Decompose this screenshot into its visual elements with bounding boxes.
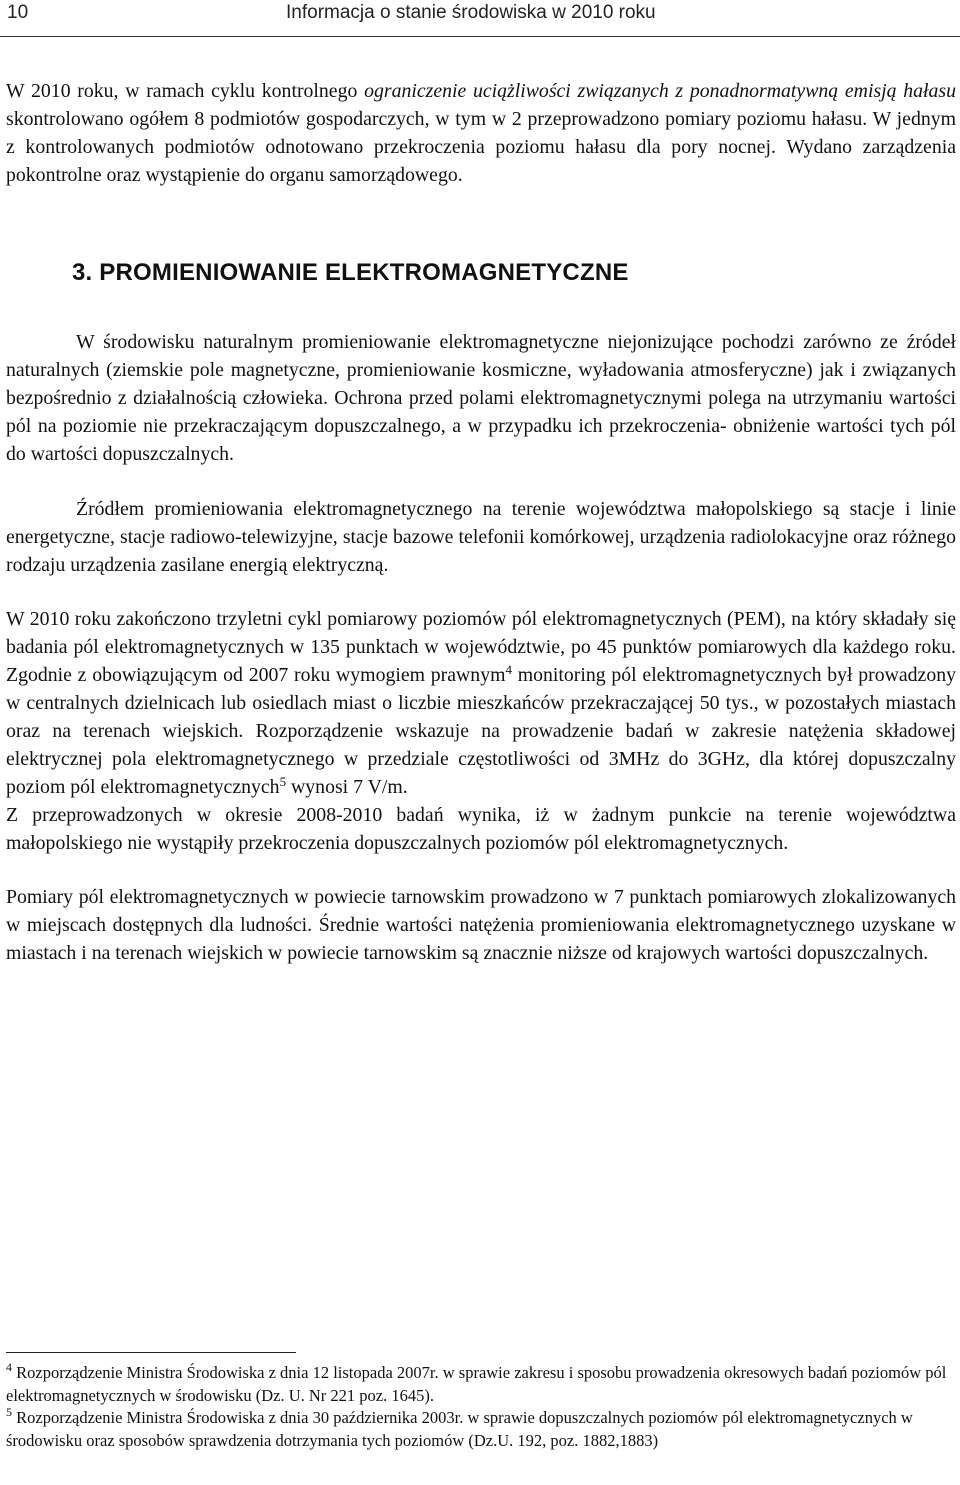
footnote-separator (6, 1352, 296, 1353)
footnote-4: $^4$ Rozporządzenie Ministra Środowiska z dnia 12 listopada 2007r. w sprawie zakresu i sposobu prowadzenia okresowych badań poziomów pól elektromagnetycznych w środowisku (Dz. U. Nr 221 poz. 1645). (6, 1360, 947, 1405)
footnote-mark: 4 (6, 1360, 12, 1374)
paragraph-measurement-cycle: W 2010 roku zakończono trzyletni cykl pomiarowy poziomów pól elektromagnetycznych (PEM), na który składały się badania pól elektromagnetycznych w 135 punktach w województwie, po 45 punktów pomiarowych dla każdego roku. Zgodnie z obowiązującym od 2007 roku wymogiem prawnym$^4$ monitoring pól elektromagnetycznych był prowadzony w centralnych dzielnicach lub osiedlach miast o liczbie mieszkańców przekraczającej 50 tys., w pozostałych miastach oraz na terenach wiejskich. Rozporządzenie wskazuje na prowadzenie badań w zakresie natężenia składowej elektrycznej pola elektromagnetycznego w przedziale częstotliwości od 3MHz do 3GHz, dla której dopuszczalny poziom pól elektromagnetycznych$^5$ wynosi 7 V/m. (6, 608, 956, 798)
footnote-ref-4[interactable]: 4 (505, 662, 512, 677)
footnote-5: $^5$ Rozporządzenie Ministra Środowiska z dnia 30 października 2003r. w sprawie dopuszczalnych poziomów pól elektromagnetycznych w środowisku oraz sposobów sprawdzenia dotrzymania tych poziomów (Dz.U. 192, poz. 1882,1883) (6, 1405, 913, 1450)
paragraph-emission-sources: Źródłem promieniowania elektromagnetycznego na terenie województwa małopolskiego są stacje i linie energetyczne, stacje radiowo-telewizyjne, stacje bazowe telefonii komórkowej, urządzenia radiolokacyjne oraz różnego rodzaju urządzenia zasilane energią elektryczną. (6, 498, 956, 576)
paragraph-natural-sources: W środowisku naturalnym promieniowanie elektromagnetyczne niejonizujące pochodzi zarówno ze źródeł naturalnych (ziemskie pole magnetyczne, promieniowanie kosmiczne, wyładowania atmosferyczne) jak i związanych bezpośrednio z działalnością człowieka. Ochrona przed polami elektromagnetycznymi polega na utrzymaniu wartości pól na poziomie nie przekraczającym dopuszczalnego, a w przypadku ich przekroczenia- obniżenie wartości tych pól do wartości dopuszczalnych. (6, 331, 956, 465)
page-header (0, 0, 960, 37)
running-title: Informacja o stanie środowiska w 2010 roku (286, 2, 656, 23)
intro-paragraph: W 2010 roku, w ramach cyklu kontrolnego ograniczenie uciążliwości związanych z ponadnormatywną emisją hałasu skontrolowano ogółem 8 podmiotów gospodarczych, w tym w 2 przeprowadzono pomiary poziomu hałasu. W jednym z kontrolowanych podmiotów odnotowano przekroczenia poziomu hałasu dla pory nocnej. Wydano zarządzenia pokontrolne oraz wystąpienie do organu samorządowego. (6, 80, 957, 186)
footnote-mark: 5 (6, 1405, 12, 1419)
paragraph-results: Z przeprowadzonych w okresie 2008-2010 badań wynika, iż w żadnym punkcie na terenie województwa małopolskiego nie wystąpiły przekroczenia dopuszczalnych poziomów pól elektromagnetycznych. (6, 804, 956, 854)
footnote-ref-5[interactable]: 5 (279, 774, 287, 789)
page-content (6, 77, 956, 967)
section-heading: 3. PROMIENIOWANIE ELEKTROMAGNETYCZNE (72, 259, 629, 286)
cycle-name: ograniczenie uciążliwości związanych z ponadnormatywną emisją hałasu (364, 80, 957, 102)
page-number: 10 (7, 2, 29, 23)
paragraph-tarnow-county: Pomiary pól elektromagnetycznych w powiecie tarnowskim prowadzono w 7 punktach pomiarowych zlokalizowanych w miejscach dostępnych dla ludności. Średnie wartości natężenia promieniowania elektromagnetycznego uzyskane w miastach i na terenach wiejskich w powiecie tarnowskim są znacznie niższe od krajowych wartości dopuszczalnych. (6, 886, 956, 964)
footnotes (6, 1362, 956, 1452)
